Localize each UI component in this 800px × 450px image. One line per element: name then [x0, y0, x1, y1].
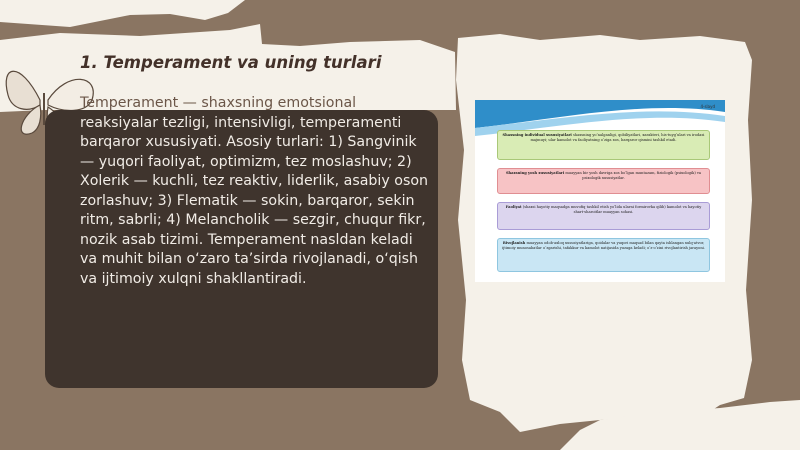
- inset-box-2-text: muayyan bir yosh davriga xos bo‘lgan muntazam, fiziologik (psixologik) va psixologik xususiyatlar.: [565, 171, 702, 180]
- inset-box-3-text: (shaxsi hayotiy maqsadga muvofiq tashkil etish yo‘lida ularni formirovka qilib) kamolot va hayotiy shart-sharoitlar muayyan sohasi.: [522, 205, 702, 214]
- inset-header: 4-slayd: [700, 104, 715, 109]
- body-rest: reaksiyalar tezligi, intensivligi, temperamenti barqaror xususiyati. Asosiy turlari: 1) Sangvinik — yuqori faoliyat, optimizm, tez moslashuv; 2) Xolerik — kuchli, tez reaktiv, liderlik, asabiy oson zorlashuv; 3) Flematik — sokin, barqaror, sekin ritm, sabrli; 4) Melancholik — sezgir, chuqur fikr, nozik asab tizimi. Temperament nasldan keladi va muhit bilan o‘zaro ta’sirda rivojlanadi, o‘qish va ijtimoiy xulqni shakllantiradi.: [80, 114, 429, 287]
- inset-box-4-text: muayyan odob-axloq xususiyatlariga, qoidalar va yuqori maqsad bilan qayta ishlangan xulq-atvor, ijtimoiy munosabatlar o‘zgarishi, tafakkur va kamolot natijasida yuzaga keladi; o‘z-o‘zini rivojlantirish jarayoni.: [502, 241, 705, 250]
- body-first-line: Temperament — shaxsning emotsional: [80, 95, 357, 111]
- inset-box-3: [497, 202, 710, 230]
- slide-title: 1. Temperament va uning turlari: [80, 53, 382, 72]
- slide-body: [80, 94, 432, 289]
- inset-box-2-lead: Shaxsning yosh xususiyatlari: [505, 171, 565, 175]
- inset-slide-image: [475, 100, 725, 282]
- inset-box-1: [497, 130, 710, 160]
- inset-box-1-text: shaxsning yo‘nalganligi, qobiliyatlari, xarakteri, his-tuyg‘ulari va irodasi majmuyi; ular kamolot va faoliyatning o‘ziga xos, barqaror qismini tashkil etadi.: [530, 133, 705, 142]
- inset-box-2: [497, 168, 710, 194]
- inset-box-1-lead: Shaxsning individual xususiyatlari: [502, 133, 572, 137]
- inset-box-4: [497, 238, 710, 272]
- inset-box-4-lead: Rivojlanish: [502, 241, 526, 245]
- inset-box-3-lead: Faoliyat: [505, 205, 522, 209]
